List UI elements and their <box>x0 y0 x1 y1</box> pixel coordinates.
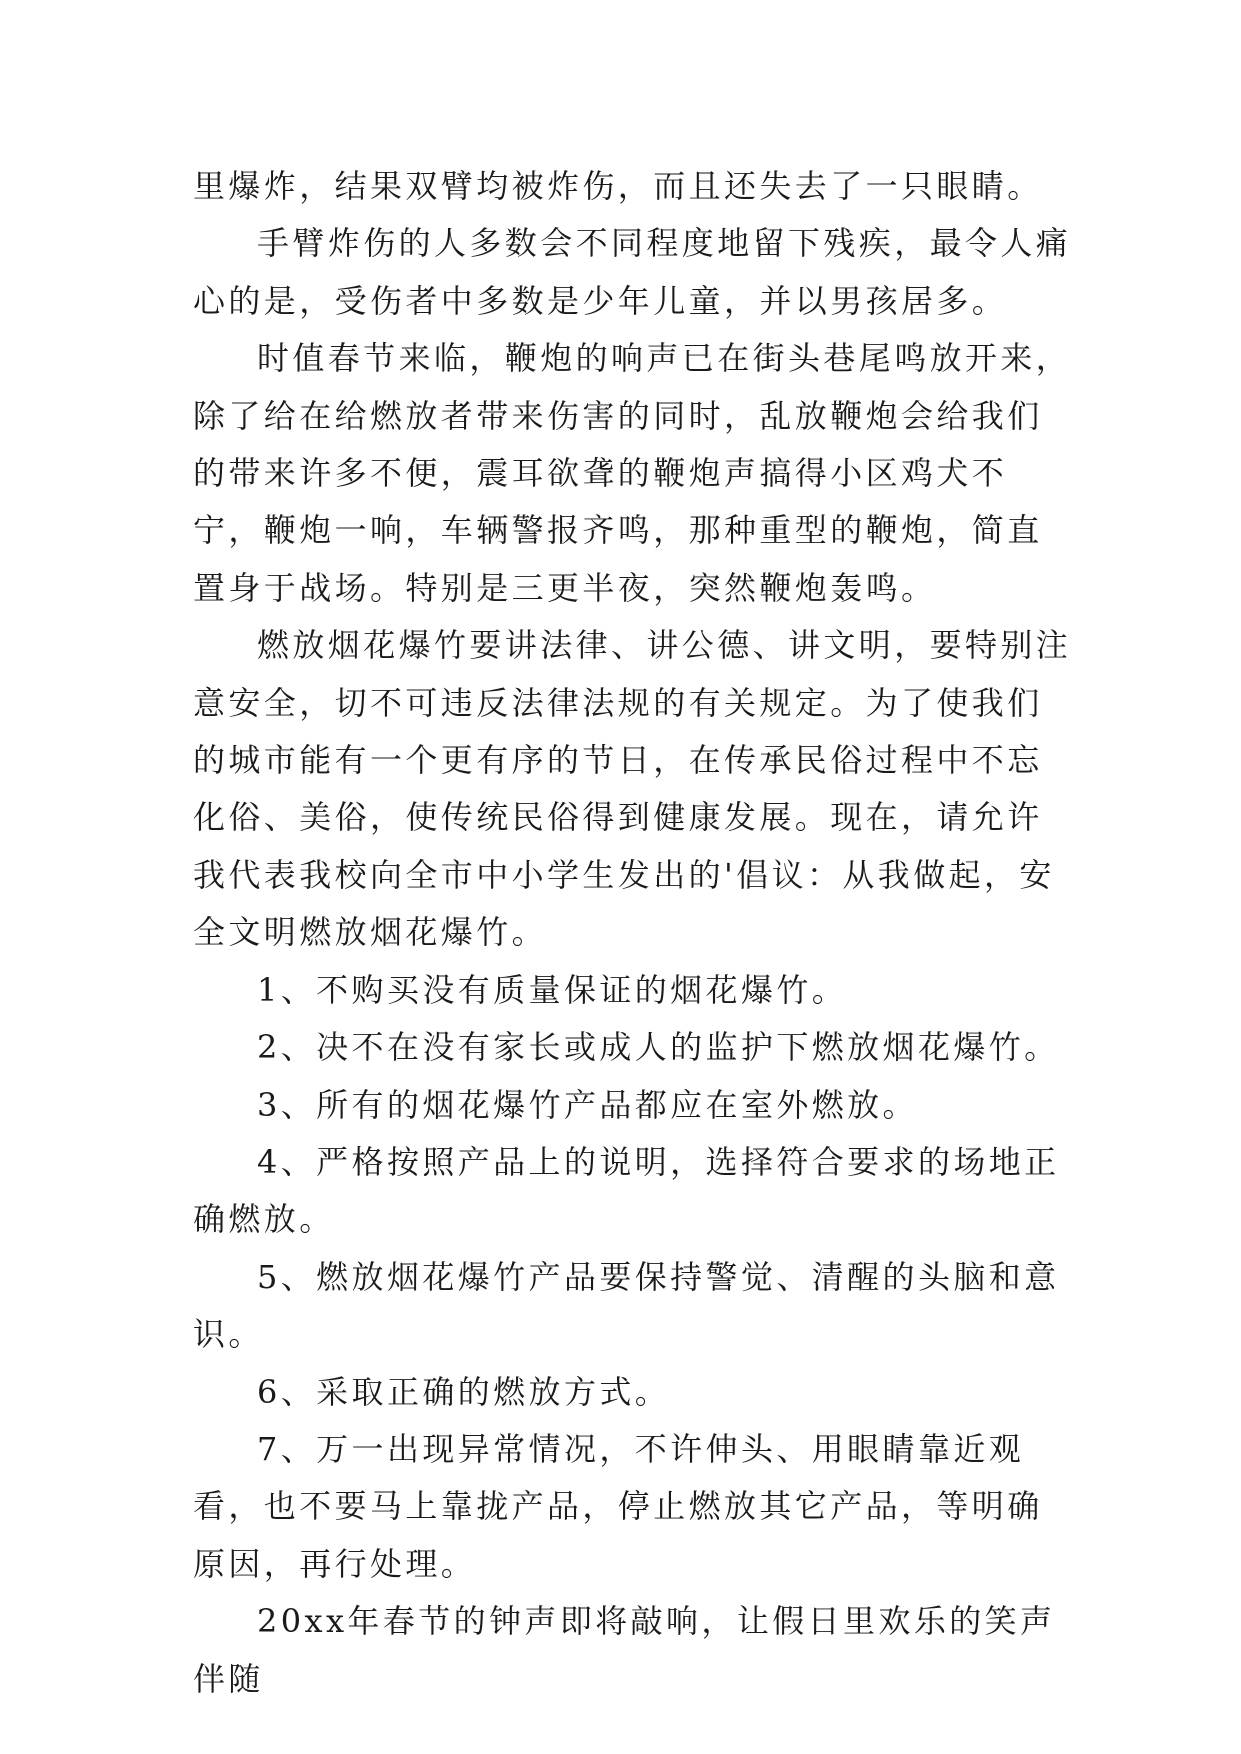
list-item-1: 1、不购买没有质量保证的烟花爆竹。 <box>257 970 848 1009</box>
list-item-5: 5、燃放烟花爆竹产品要保持警觉、清醒的头脑和意识。 <box>193 1257 1060 1354</box>
list-item-3: 3、所有的烟花爆竹产品都应在室外燃放。 <box>257 1085 918 1124</box>
paragraph-proposal: 燃放烟花爆竹要讲法律、讲公德、讲文明，要特别注意安全，切不可违反法律法规的有关规定。为了使我们的城市能有一个更有序的节日，在传承民俗过程中不忘化俗、美俗，使传统民俗得到健康发展。现在，请允许我代表我校向全市中小学生发出的'倡议：从我做起，安全文明燃放烟花爆竹。 <box>193 626 1072 952</box>
document-body <box>193 158 1073 1708</box>
list-item-4: 4、严格按照产品上的说明，选择符合要求的场地正确燃放。 <box>193 1142 1060 1239</box>
paragraph-injury-disability: 手臂炸伤的人多数会不同程度地留下残疾，最令人痛心的是，受伤者中多数是少年儿童，并以男孩居多。 <box>193 224 1072 320</box>
paragraph-continuation: 里爆炸，结果双臂均被炸伤，而且还失去了一只眼睛。 <box>193 167 1043 205</box>
list-item-6: 6、采取正确的燃放方式。 <box>257 1372 671 1411</box>
list-item-7: 7、万一出现异常情况，不许伸头、用眼睛靠近观看，也不要马上靠拢产品，停止燃放其它产品，等明确原因，再行处理。 <box>193 1429 1043 1583</box>
paragraph-spring-festival-noise: 时值春节来临，鞭炮的响声已在街头巷尾鸣放开来，除了给在给燃放者带来伤害的同时，乱放鞭炮会给我们的带来许多不便，震耳欲聋的鞭炮声搞得小区鸡犬不宁，鞭炮一响，车辆警报齐鸣，那种重型的鞭炮，简直置身于战场。特别是三更半夜，突然鞭炮轰鸣。 <box>193 339 1072 607</box>
paragraph-closing: 20xx年春节的钟声即将敲响，让假日里欢乐的笑声伴随 <box>193 1602 1056 1698</box>
list-item-2: 2、决不在没有家长或成人的监护下燃放烟花爆竹。 <box>257 1028 1060 1067</box>
